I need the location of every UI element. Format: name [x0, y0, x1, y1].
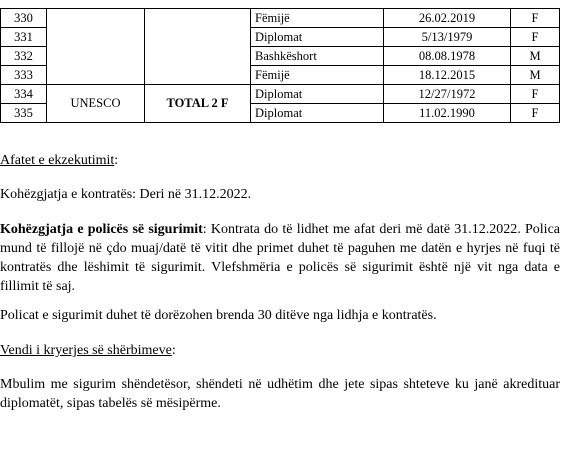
- relation-cell: Diplomat: [251, 28, 384, 47]
- relation-cell: Diplomat: [251, 104, 384, 123]
- birth-date-cell: 5/13/1979: [384, 28, 511, 47]
- location-heading-paragraph: [0, 341, 560, 360]
- org-cell-empty: [47, 28, 145, 47]
- row-number: 335: [1, 104, 47, 123]
- table-row: [1, 66, 560, 85]
- total-cell-empty: [145, 28, 251, 47]
- birth-date-cell: 26.02.2019: [384, 9, 511, 28]
- birth-date-cell: 12/27/1972: [384, 85, 511, 104]
- gender-cell: M: [511, 47, 560, 66]
- table-row: [1, 47, 560, 66]
- relation-cell: Fëmijë: [251, 9, 384, 28]
- organization-cell: UNESCO: [47, 85, 145, 123]
- contract-duration: Kohëzgjatja e kontratës: Deri në 31.12.2022.: [0, 187, 252, 202]
- org-cell-empty: [47, 9, 145, 28]
- birth-date-cell: 11.02.1990: [384, 104, 511, 123]
- relation-cell: Fëmijë: [251, 66, 384, 85]
- org-cell-empty: [47, 47, 145, 66]
- policy-delivery: Policat e sigurimit duhet të dorëzohen brenda 30 ditëve nga lidhja e kontratës.: [0, 308, 437, 323]
- org-cell-empty: [47, 66, 145, 85]
- coverage-paragraph: Mbulim me sigurim shëndetësor, shëndeti në udhëtim dhe jete sipas shteteve ku janë akredituar diplomatët, sipas tabelës së mësipërme.: [0, 377, 560, 411]
- gender-cell: M: [511, 66, 560, 85]
- row-number: 330: [1, 9, 47, 28]
- insured-persons-table: [0, 8, 560, 123]
- total-cell: TOTAL 2 F: [145, 85, 251, 123]
- row-number: 334: [1, 85, 47, 104]
- gender-cell: F: [511, 104, 560, 123]
- row-number: 333: [1, 66, 47, 85]
- policy-duration-label: Kohëzgjatja e policës së sigurimit: [0, 222, 203, 237]
- row-number: 331: [1, 28, 47, 47]
- policy-duration-text: : Kontrata do të lidhet me afat deri më datë 31.12.2022. Polica mund të fillojë në çdo muaj/datë të vitit dhe primet duhet të paguhen me datën e hyrjes në fuqi të kontratës dhe lëshimit të sigurimit. Vlefshmëria e policës së sigurimit është një vit nga data e fillimit të saj.: [0, 222, 560, 294]
- row-number: 332: [1, 47, 47, 66]
- gender-cell: F: [511, 9, 560, 28]
- location-colon: :: [171, 343, 176, 358]
- table-row: [1, 85, 560, 104]
- table-row: [1, 28, 560, 47]
- deadlines-colon: :: [114, 153, 119, 168]
- total-cell-empty: [145, 47, 251, 66]
- deadlines-heading-paragraph: [0, 151, 560, 170]
- policy-duration-paragraph: [0, 220, 560, 296]
- relation-cell: Diplomat: [251, 85, 384, 104]
- table-row: [1, 9, 560, 28]
- birth-date-cell: 18.12.2015: [384, 66, 511, 85]
- gender-cell: F: [511, 85, 560, 104]
- birth-date-cell: 08.08.1978: [384, 47, 511, 66]
- total-cell-empty: [145, 66, 251, 85]
- deadlines-heading: Afatet e ekzekutimit: [0, 153, 115, 168]
- gender-cell: F: [511, 28, 560, 47]
- relation-cell: Bashkëshort: [251, 47, 384, 66]
- location-heading: Vendi i kryerjes së shërbimeve: [0, 343, 172, 358]
- total-cell-empty: [145, 9, 251, 28]
